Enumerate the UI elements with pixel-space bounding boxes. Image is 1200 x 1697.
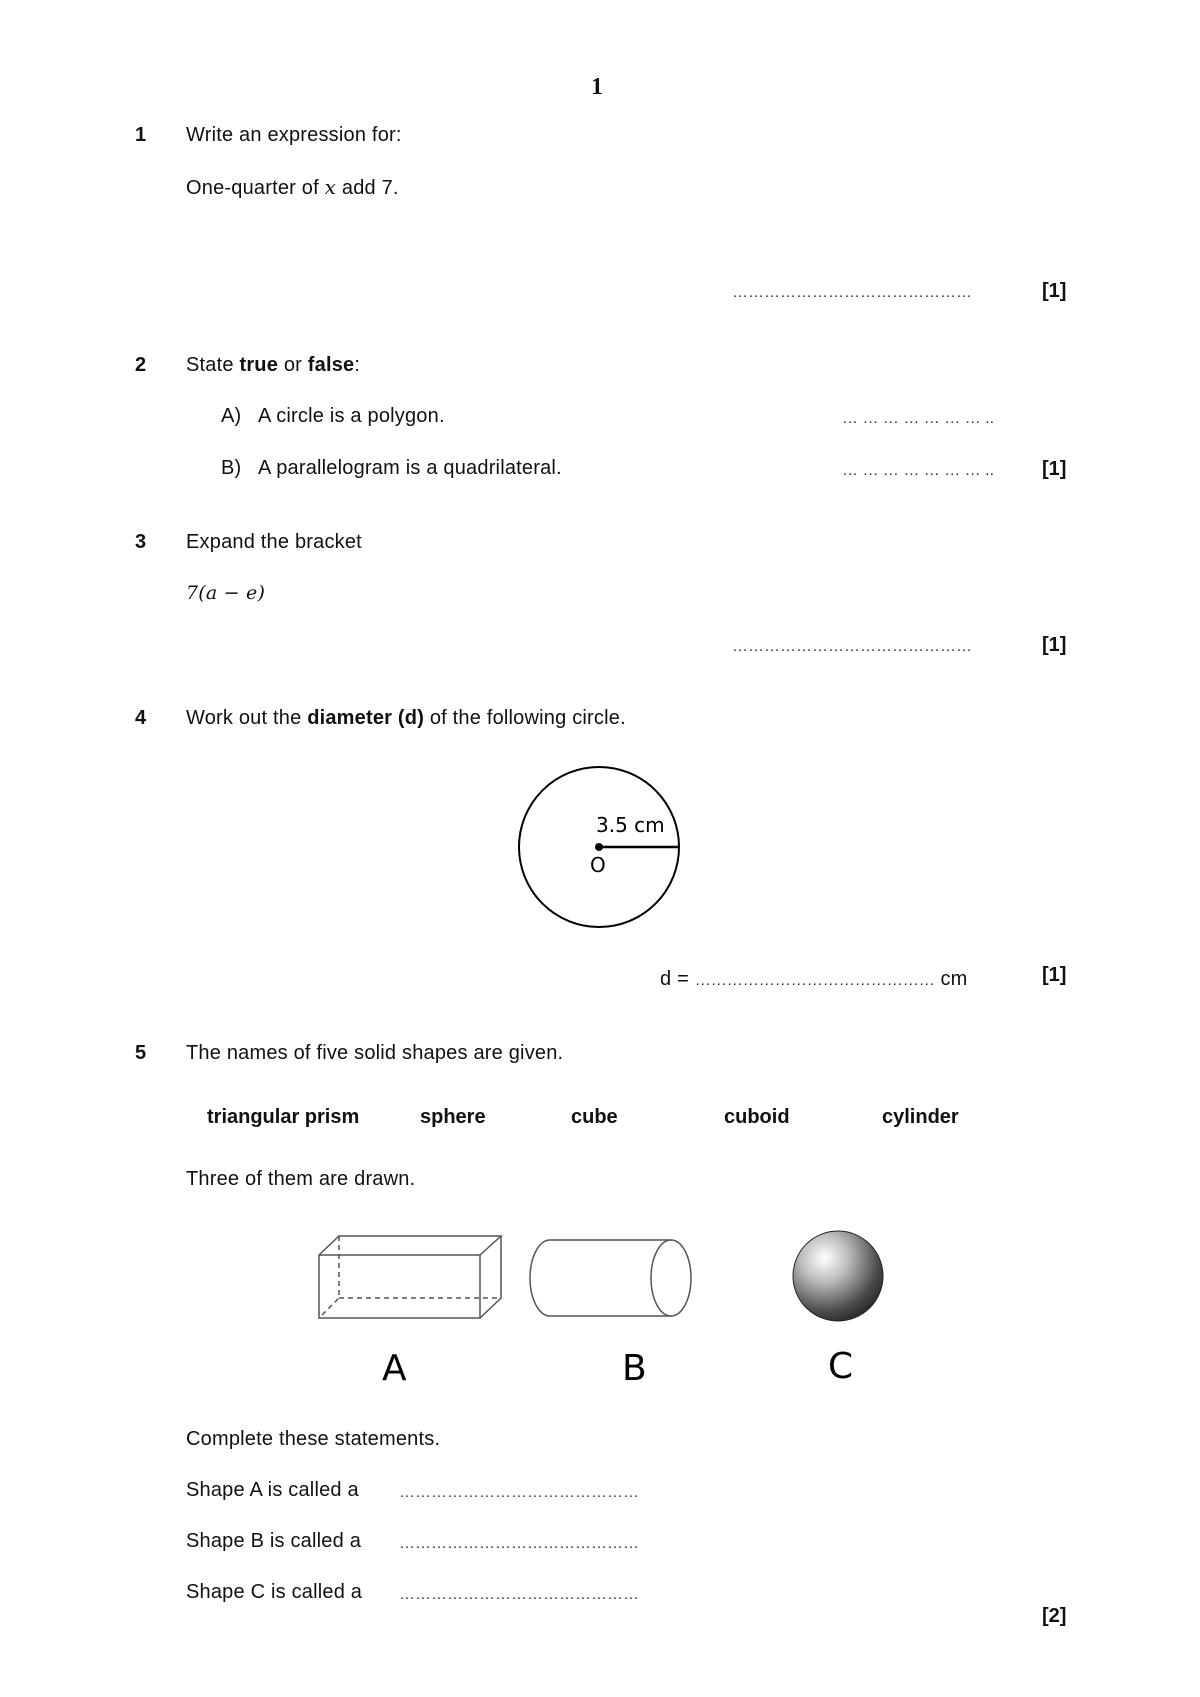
question-2b-answer-line[interactable]: … … … … … … … .. xyxy=(842,462,995,479)
shape-c-sphere xyxy=(793,1231,883,1321)
question-2a-statement: A circle is a polygon. xyxy=(258,405,445,427)
question-3-number: 3 xyxy=(135,531,147,553)
question-5-complete: Complete these statements. xyxy=(186,1428,441,1450)
shape-name-cuboid: cuboid xyxy=(724,1106,790,1128)
question-4-answer-line[interactable]: ……………………………………… xyxy=(694,972,935,989)
question-4-mark: [1] xyxy=(1042,964,1067,986)
shape-name-cylinder: cylinder xyxy=(882,1106,959,1128)
question-2b-label: B) xyxy=(221,457,242,479)
shape-label-c: C xyxy=(828,1346,854,1387)
shape-name-cube: cube xyxy=(571,1106,618,1128)
question-5-mark: [2] xyxy=(1042,1605,1067,1627)
question-4-answer: d = ……………………………………… cm xyxy=(660,968,968,990)
question-1-number: 1 xyxy=(135,124,147,146)
question-4-prompt: Work out the diameter (d) of the following circle. xyxy=(186,707,626,729)
question-3-answer-line[interactable]: ……………………………………… xyxy=(732,638,972,655)
question-4-number: 4 xyxy=(135,707,147,729)
shape-a-cuboid xyxy=(319,1236,501,1318)
question-5-intro: The names of five solid shapes are given. xyxy=(186,1042,564,1064)
question-3-expression: 7(a − e) xyxy=(186,582,266,604)
question-1-text: One-quarter of x add 7. xyxy=(186,175,399,199)
question-3-prompt: Expand the bracket xyxy=(186,531,362,553)
question-2-mark: [1] xyxy=(1042,458,1067,480)
shape-name-sphere: sphere xyxy=(420,1106,486,1128)
shape-b-cylinder xyxy=(530,1240,691,1316)
centre-label: O xyxy=(590,853,606,877)
question-2-number: 2 xyxy=(135,354,147,376)
question-2a-answer-line[interactable]: … … … … … … … .. xyxy=(842,410,995,427)
statement-b: Shape B is called a xyxy=(186,1530,362,1552)
statement-a: Shape A is called a xyxy=(186,1479,359,1501)
circle-diagram xyxy=(510,760,690,935)
statement-b-answer-line[interactable]: ……………………………………… xyxy=(399,1535,639,1552)
page-number: 1 xyxy=(591,74,603,100)
question-5-drawn: Three of them are drawn. xyxy=(186,1168,416,1190)
question-1-prompt: Write an expression for: xyxy=(186,124,402,146)
question-2-prompt: State true or false: xyxy=(186,354,361,376)
statement-c: Shape C is called a xyxy=(186,1581,363,1603)
shape-label-b: B xyxy=(622,1348,647,1389)
question-2b-statement: A parallelogram is a quadrilateral. xyxy=(258,457,562,479)
shape-name-triangular-prism: triangular prism xyxy=(207,1106,360,1128)
statement-c-answer-line[interactable]: ……………………………………… xyxy=(399,1586,639,1603)
shapes-figure xyxy=(300,1220,900,1390)
shape-label-a: A xyxy=(382,1348,407,1389)
centre-point xyxy=(595,843,603,851)
statement-a-answer-line[interactable]: ……………………………………… xyxy=(399,1484,639,1501)
question-1-mark: [1] xyxy=(1042,280,1067,302)
question-5-number: 5 xyxy=(135,1042,147,1064)
question-3-mark: [1] xyxy=(1042,634,1067,656)
question-2a-label: A) xyxy=(221,405,242,427)
radius-label: 3.5 cm xyxy=(596,813,665,837)
question-1-answer-line[interactable]: ……………………………………… xyxy=(732,284,972,301)
